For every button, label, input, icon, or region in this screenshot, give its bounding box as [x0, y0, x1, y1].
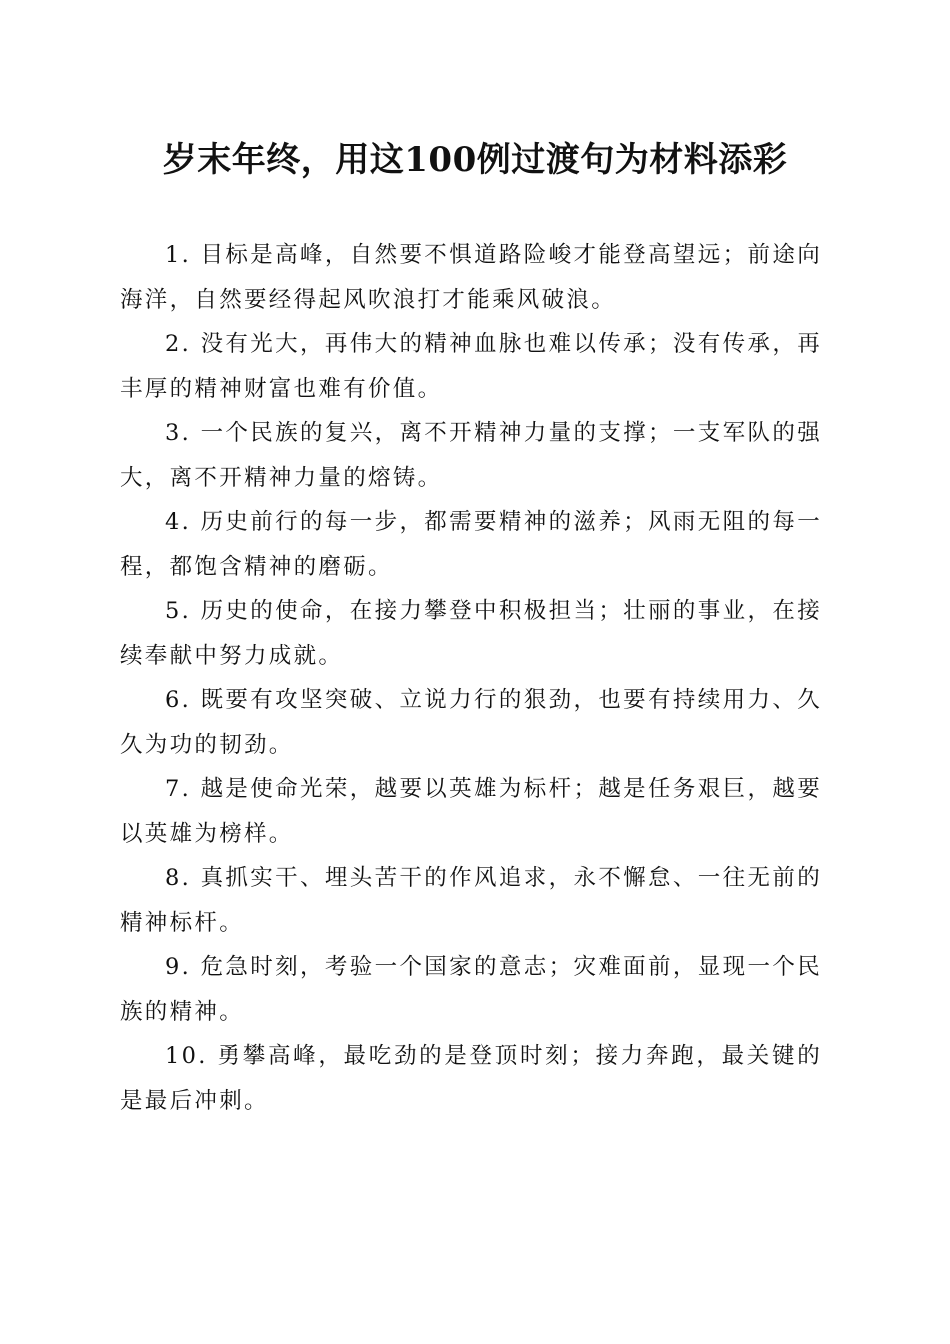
paragraph-5: 5. 历史的使命，在接力攀登中积极担当；壮丽的事业，在接续奉献中努力成就。 [120, 598, 822, 669]
paragraph-2: 2. 没有光大，再伟大的精神血脉也难以传承；没有传承，再丰厚的精神财富也难有价值。 [120, 331, 822, 402]
document-body [120, 233, 822, 1123]
paragraph-9: 9. 危急时刻，考验一个国家的意志；灾难面前，显现一个民族的精神。 [120, 954, 822, 1025]
paragraph-8: 8. 真抓实干、埋头苦干的作风追求，永不懈怠、一往无前的精神标杆。 [120, 865, 822, 936]
paragraph-7: 7. 越是使命光荣，越要以英雄为标杆；越是任务艰巨，越要以英雄为榜样。 [120, 776, 822, 847]
paragraph-10: 10. 勇攀高峰，最吃劲的是登顶时刻；接力奔跑，最关键的是最后冲刺。 [120, 1043, 822, 1114]
paragraph-3: 3. 一个民族的复兴，离不开精神力量的支撑；一支军队的强大，离不开精神力量的熔铸。 [120, 420, 822, 491]
document-title: 岁末年终，用这100例过渡句为材料添彩 [162, 140, 788, 180]
paragraph-4: 4. 历史前行的每一步，都需要精神的滋养；风雨无阻的每一程，都饱含精神的磨砺。 [120, 509, 822, 580]
paragraph-6: 6. 既要有攻坚突破、立说力行的狠劲，也要有持续用力、久久为功的韧劲。 [120, 687, 822, 758]
paragraph-1: 1. 目标是高峰，自然要不惧道路险峻才能登高望远；前途向海洋，自然要经得起风吹浪打才能乘风破浪。 [120, 242, 822, 313]
